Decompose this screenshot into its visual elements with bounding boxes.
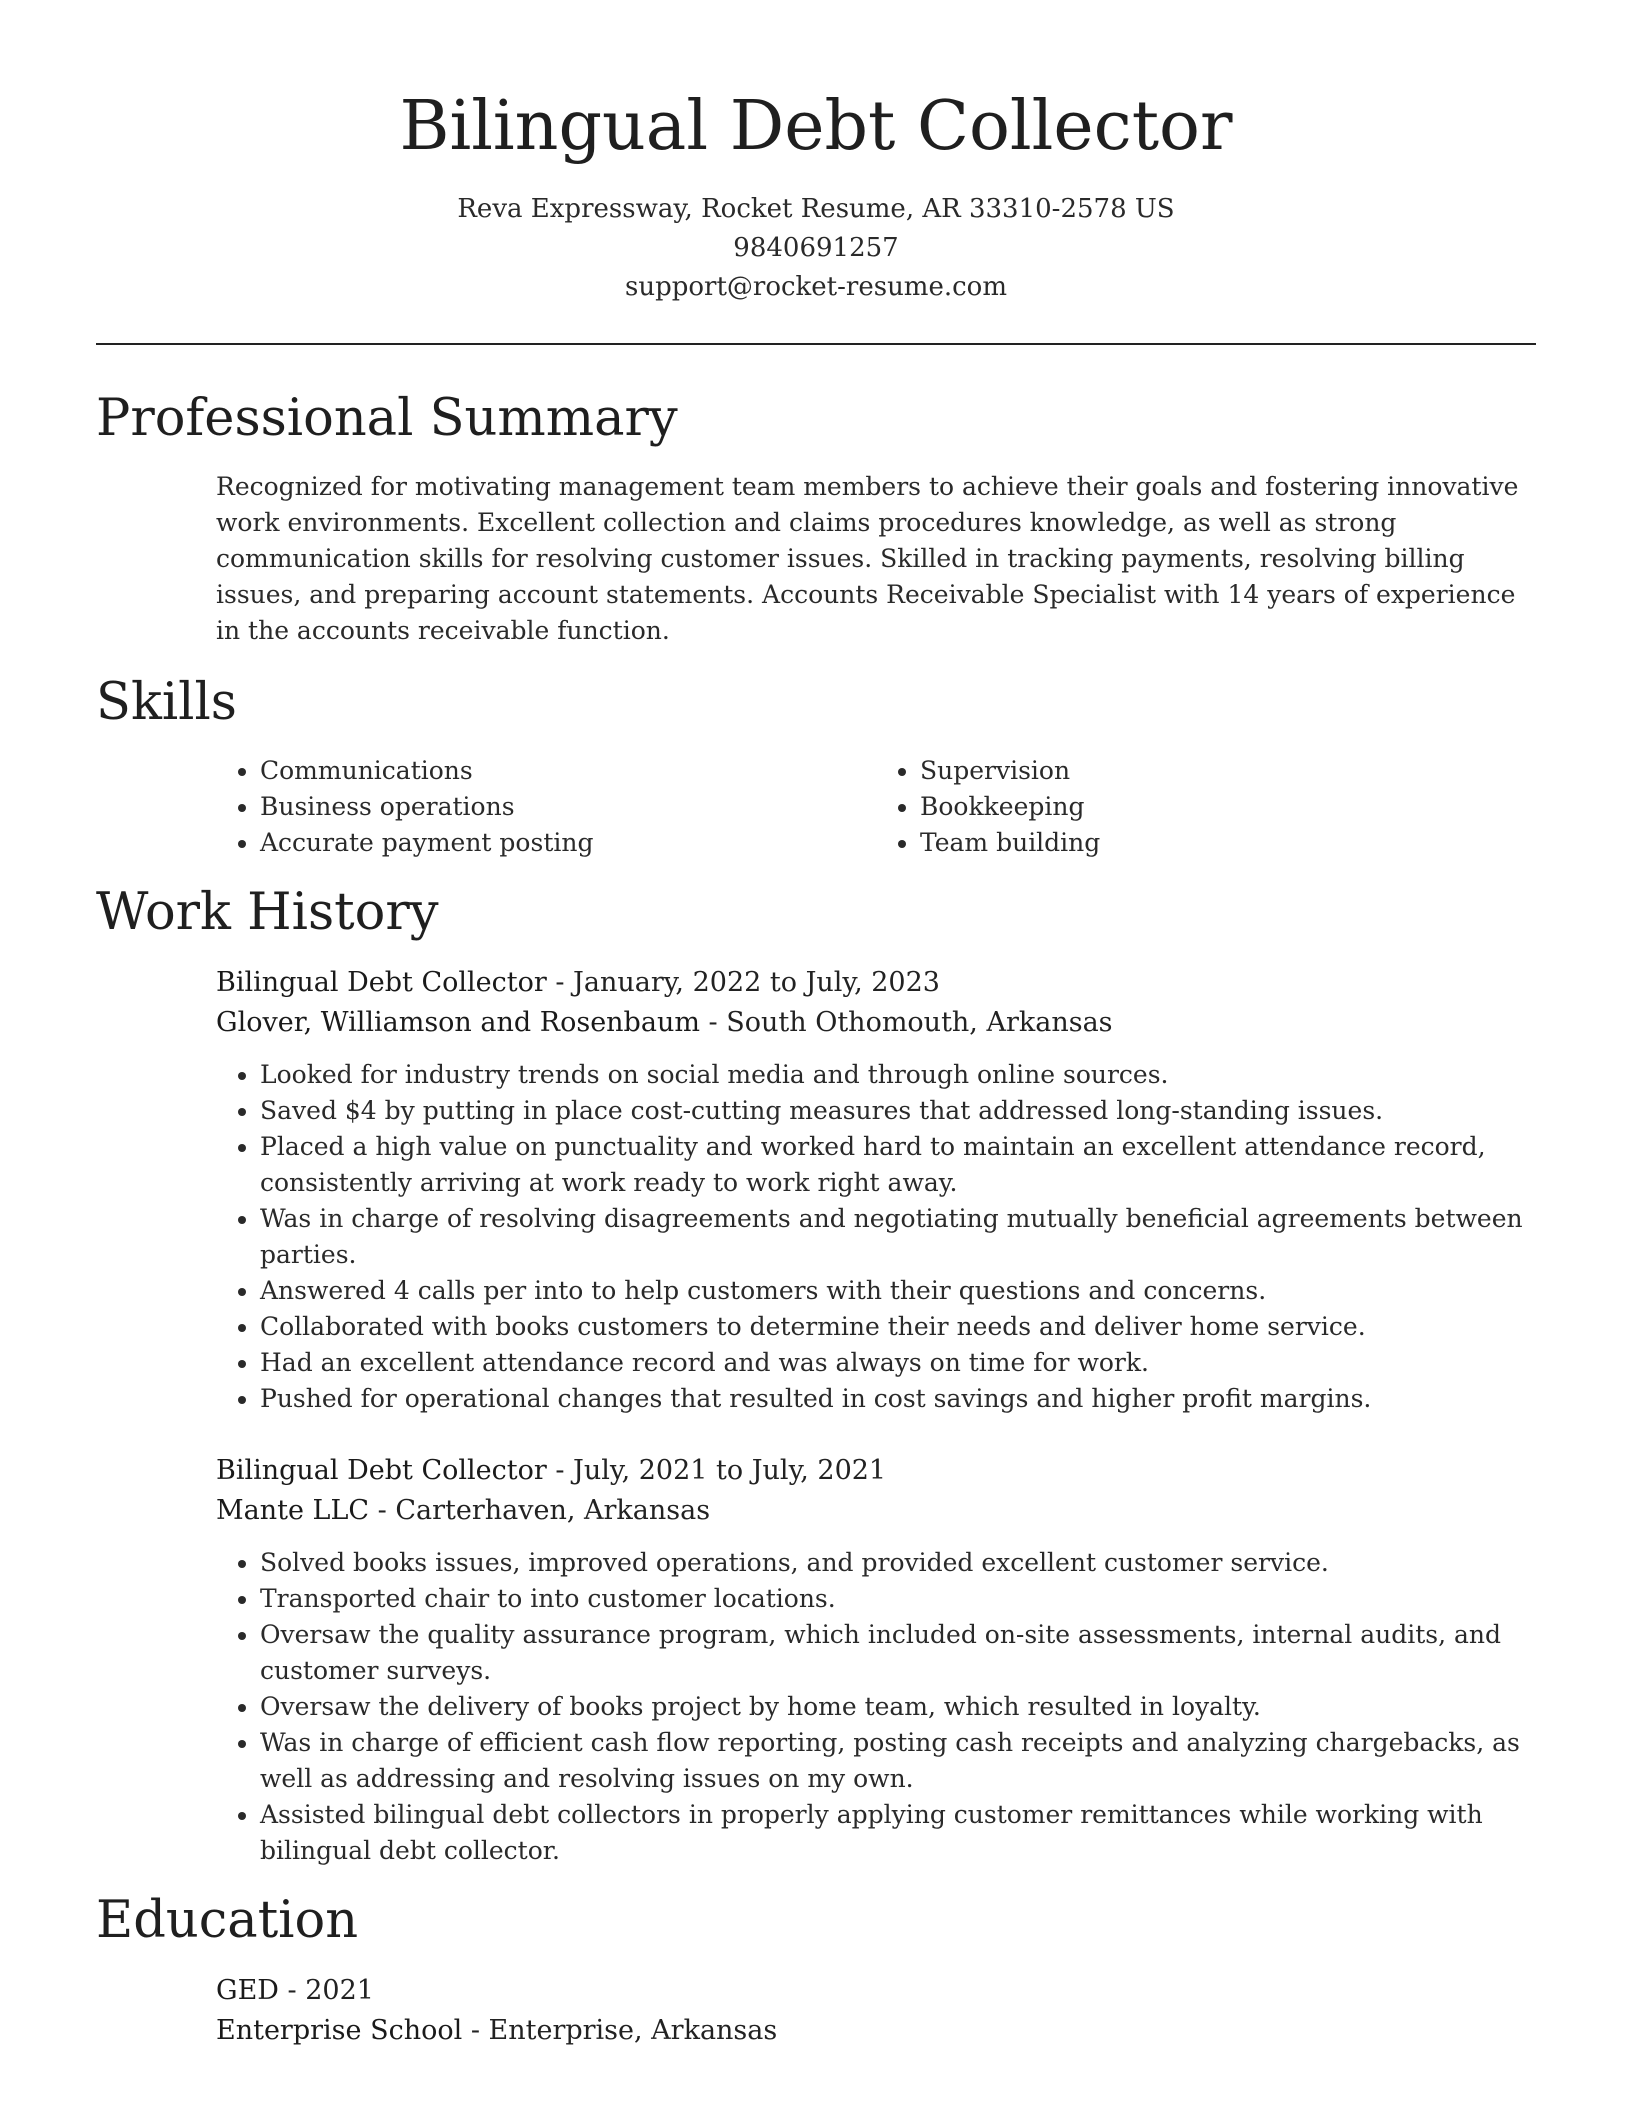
summary-text: Recognized for motivating management team members to achieve their goals and fostering innovative work environments. Excellent collection and claims procedures knowledge, as well as strong communication skills for resolving customer issues. Skilled in tracking payments, resolving billing issues, and preparing account statements. Accounts Receivable Specialist with 14 years of experience in the accounts receivable function.	[216, 472, 1519, 645]
job-title-line	[216, 963, 1536, 1003]
work-history-section	[96, 881, 1536, 1869]
skills-heading: Skills	[96, 673, 237, 732]
job-bullet: • Had an excellent attendance record and was always on time for work.	[260, 1345, 1536, 1381]
work-history-heading: Work History	[96, 883, 439, 942]
skill-item: • Supervision	[920, 753, 1536, 789]
skills-body	[216, 753, 1536, 861]
job-bullet: • Solved books issues, improved operations, and provided excellent customer service.	[260, 1545, 1536, 1581]
education-location: - Enterprise, Arkansas	[462, 2015, 778, 2046]
job-title: Bilingual Debt Collector	[216, 967, 547, 998]
job-location: - Carterhaven, Arkansas	[369, 1495, 711, 1526]
skills-column-right	[876, 753, 1536, 861]
job-company-line	[216, 1491, 1536, 1531]
job-company-line	[216, 1003, 1536, 1043]
education-year: - 2021	[278, 1975, 374, 2006]
job-bullet: • Oversaw the quality assurance program, which included on-site assessments, internal audits, and customer surveys.	[260, 1617, 1536, 1689]
skill-item: • Bookkeeping	[920, 789, 1536, 825]
skill-item: • Communications	[260, 753, 876, 789]
header-divider	[96, 343, 1536, 345]
contact-email: support@rocket-resume.com	[624, 272, 1007, 302]
summary-section	[96, 387, 1536, 649]
job-bullet: • Assisted bilingual debt collectors in properly applying customer remittances while working with bilingual debt collector.	[260, 1797, 1536, 1869]
job-location: - South Othomouth, Arkansas	[699, 1007, 1113, 1038]
job-title: Bilingual Debt Collector	[216, 1455, 547, 1486]
skills-grid	[216, 753, 1536, 861]
job-bullet: • Oversaw the delivery of books project by home team, which resulted in loyalty.	[260, 1689, 1536, 1725]
job-dates: - July, 2021 to July, 2021	[546, 1455, 887, 1486]
contact-block	[96, 190, 1536, 307]
education-heading: Education	[96, 1891, 359, 1950]
job-bullet: • Transported chair to into customer locations.	[260, 1581, 1536, 1617]
job-entry	[216, 1451, 1536, 1869]
job-company: Glover, Williamson and Rosenbaum	[216, 1007, 700, 1038]
resume-header	[96, 0, 1536, 307]
contact-phone: 9840691257	[733, 233, 899, 263]
summary-heading: Professional Summary	[96, 389, 678, 448]
job-bullet: • Collaborated with books customers to determine their needs and deliver home service.	[260, 1309, 1536, 1345]
skills-section	[96, 671, 1536, 861]
job-dates: - January, 2022 to July, 2023	[546, 967, 940, 998]
job-bullet: • Pushed for operational changes that resulted in cost savings and higher profit margins.	[260, 1381, 1536, 1417]
work-history-body	[216, 963, 1536, 1869]
job-bullet: • Answered 4 calls per into to help customers with their questions and concerns.	[260, 1273, 1536, 1309]
education-school: Enterprise School	[216, 2015, 463, 2046]
job-bullet: • Was in charge of efficient cash flow reporting, posting cash receipts and analyzing chargebacks, as well as addressing and resolving issues on my own.	[260, 1725, 1536, 1797]
skill-item: • Business operations	[260, 789, 876, 825]
job-entry	[216, 963, 1536, 1417]
contact-address: Reva Expressway, Rocket Resume, AR 33310-2578 US	[457, 194, 1175, 224]
education-school-line	[216, 2011, 1536, 2051]
job-bullet: • Was in charge of resolving disagreements and negotiating mutually beneficial agreements between parties.	[260, 1201, 1536, 1273]
job-bullet: • Looked for industry trends on social media and through online sources.	[260, 1057, 1536, 1093]
job-bullets	[216, 1545, 1536, 1869]
job-bullets	[216, 1057, 1536, 1417]
skills-column-left	[216, 753, 876, 861]
job-bullet: • Saved $4 by putting in place cost-cutting measures that addressed long-standing issues.	[260, 1093, 1536, 1129]
skill-item: • Accurate payment posting	[260, 825, 876, 861]
education-degree: GED	[216, 1975, 279, 2006]
skill-item: • Team building	[920, 825, 1536, 861]
resume-page	[96, 0, 1536, 2051]
job-bullet: • Placed a high value on punctuality and worked hard to maintain an excellent attendance record, consistently arriving at work ready to work right away.	[260, 1129, 1536, 1201]
job-title-line	[216, 1451, 1536, 1491]
education-section	[96, 1889, 1536, 2051]
education-body	[216, 1971, 1536, 2051]
job-company: Mante LLC	[216, 1495, 370, 1526]
education-degree-line	[216, 1971, 1536, 2011]
candidate-title: Bilingual Debt Collector	[399, 87, 1233, 166]
